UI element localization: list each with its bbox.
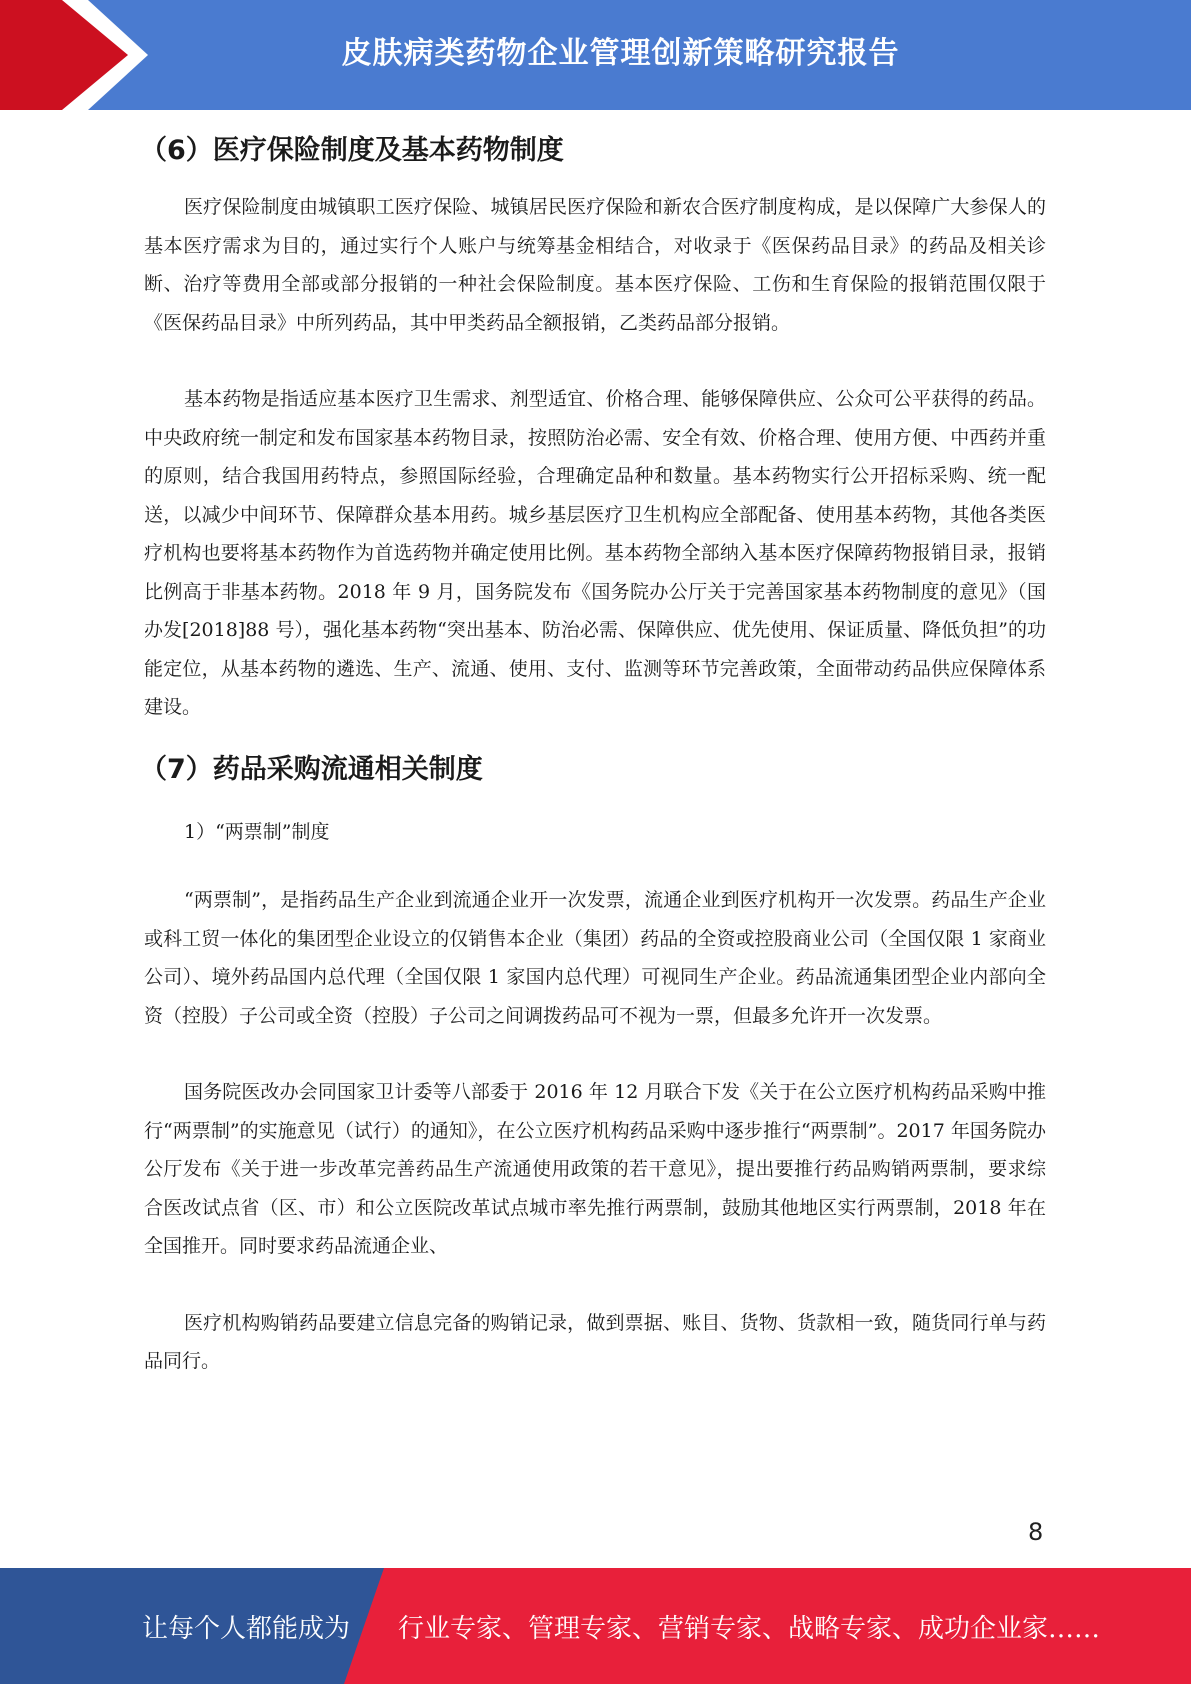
page-footer xyxy=(0,1568,1191,1684)
page-number: 8 xyxy=(1028,1518,1044,1546)
report-title: 皮肤病类药物企业管理创新策略研究报告 xyxy=(341,36,900,71)
page-header xyxy=(0,0,1191,110)
paragraph-insurance: 医疗保险制度由城镇职工医疗保险、城镇居民医疗保险和新农合医疗制度构成，是以保障广大参保人的基本医疗需求为目的，通过实行个人账户与统筹基金相结合，对收录于《医保药品目录》的药品及相关诊断、治疗等费用全部或部分报销的一种社会保险制度。基本医疗保险、工伤和生育保险的报销范围仅限于《医保药品目录》中所列药品，其中甲类药品全额报销，乙类药品部分报销。 xyxy=(144,196,1046,334)
paragraph-purchase-records: 医疗机构购销药品要建立信息完备的购销记录，做到票据、账目、货物、货款相一致，随货同行单与药品同行。 xyxy=(144,1311,1046,1372)
paragraph-essential-drugs: 基本药物是指适应基本医疗卫生需求、剂型适宜、价格合理、能够保障供应、公众可公平获得的药品。中央政府统一制定和发布国家基本药物目录，按照防治必需、安全有效、价格合理、使用方便、中西药并重的原则，结合我国用药特点，参照国际经验，合理确定品种和数量。基本药物实行公开招标采购、统一配送，以减少中间环节、保障群众基本用药。城乡基层医疗卫生机构应全部配备、使用基本药物，其他各类医疗机构也要将基本药物作为首选药物并确定使用比例。基本药物全部纳入基本医疗保障药物报销目录，报销比例高于非基本药物。2018 年 9 月，国务院发布《国务院办公厅关于完善国家基本药物制度的意见》（国办发[2018]88 号），强化基本药物“突出基本、防治必需、保障供应、优先使用、保证质量、降低负担”的功能定位，从基本药物的遴选、生产、流通、使用、支付、监测等环节完善政策，全面带动药品供应保障体系建设。 xyxy=(144,388,1046,718)
section-heading-6: （6）医疗保险制度及基本药物制度 xyxy=(140,135,564,166)
footer-slogan-left: 让每个人都能成为 xyxy=(142,1613,351,1644)
main-content xyxy=(140,128,1046,1381)
header-arrow-decoration xyxy=(0,0,160,110)
subheading-two-invoice: 1）“两票制”制度 xyxy=(184,820,330,843)
paragraph-two-invoice-policy: 国务院医改办会同国家卫计委等八部委于 2016 年 12 月联合下发《关于在公立医疗机构药品采购中推行“两票制”的实施意见（试行）的通知》，在公立医疗机构药品采购中逐步推行“两票制”。2017 年国务院办公厅发布《关于进一步改革完善药品生产流通使用政策的若干意见》，提出要推行药品购销两票制，要求综合医改试点省（区、市）和公立医院改革试点城市率先推行两票制，鼓励其他地区实行两票制，2018 年在全国推开。同时要求药品流通企业、 xyxy=(144,1081,1046,1257)
footer-slogan-right: 行业专家、管理专家、营销专家、战略专家、成功企业家…… xyxy=(398,1613,1101,1644)
section-heading-7: （7）药品采购流通相关制度 xyxy=(140,753,483,785)
paragraph-two-invoice-definition: “两票制”，是指药品生产企业到流通企业开一次发票，流通企业到医疗机构开一次发票。药品生产企业或科工贸一体化的集团型企业设立的仅销售本企业（集团）药品的全资或控股商业公司（全国仅限 1 家商业公司）、境外药品国内总代理（全国仅限 1 家国内总代理）可视同生产企业。药品流通集团型企业内部向全资（控股）子公司或全资（控股）子公司之间调拨药品可不视为一票，但最多允许开一次发票。 xyxy=(144,889,1046,1027)
